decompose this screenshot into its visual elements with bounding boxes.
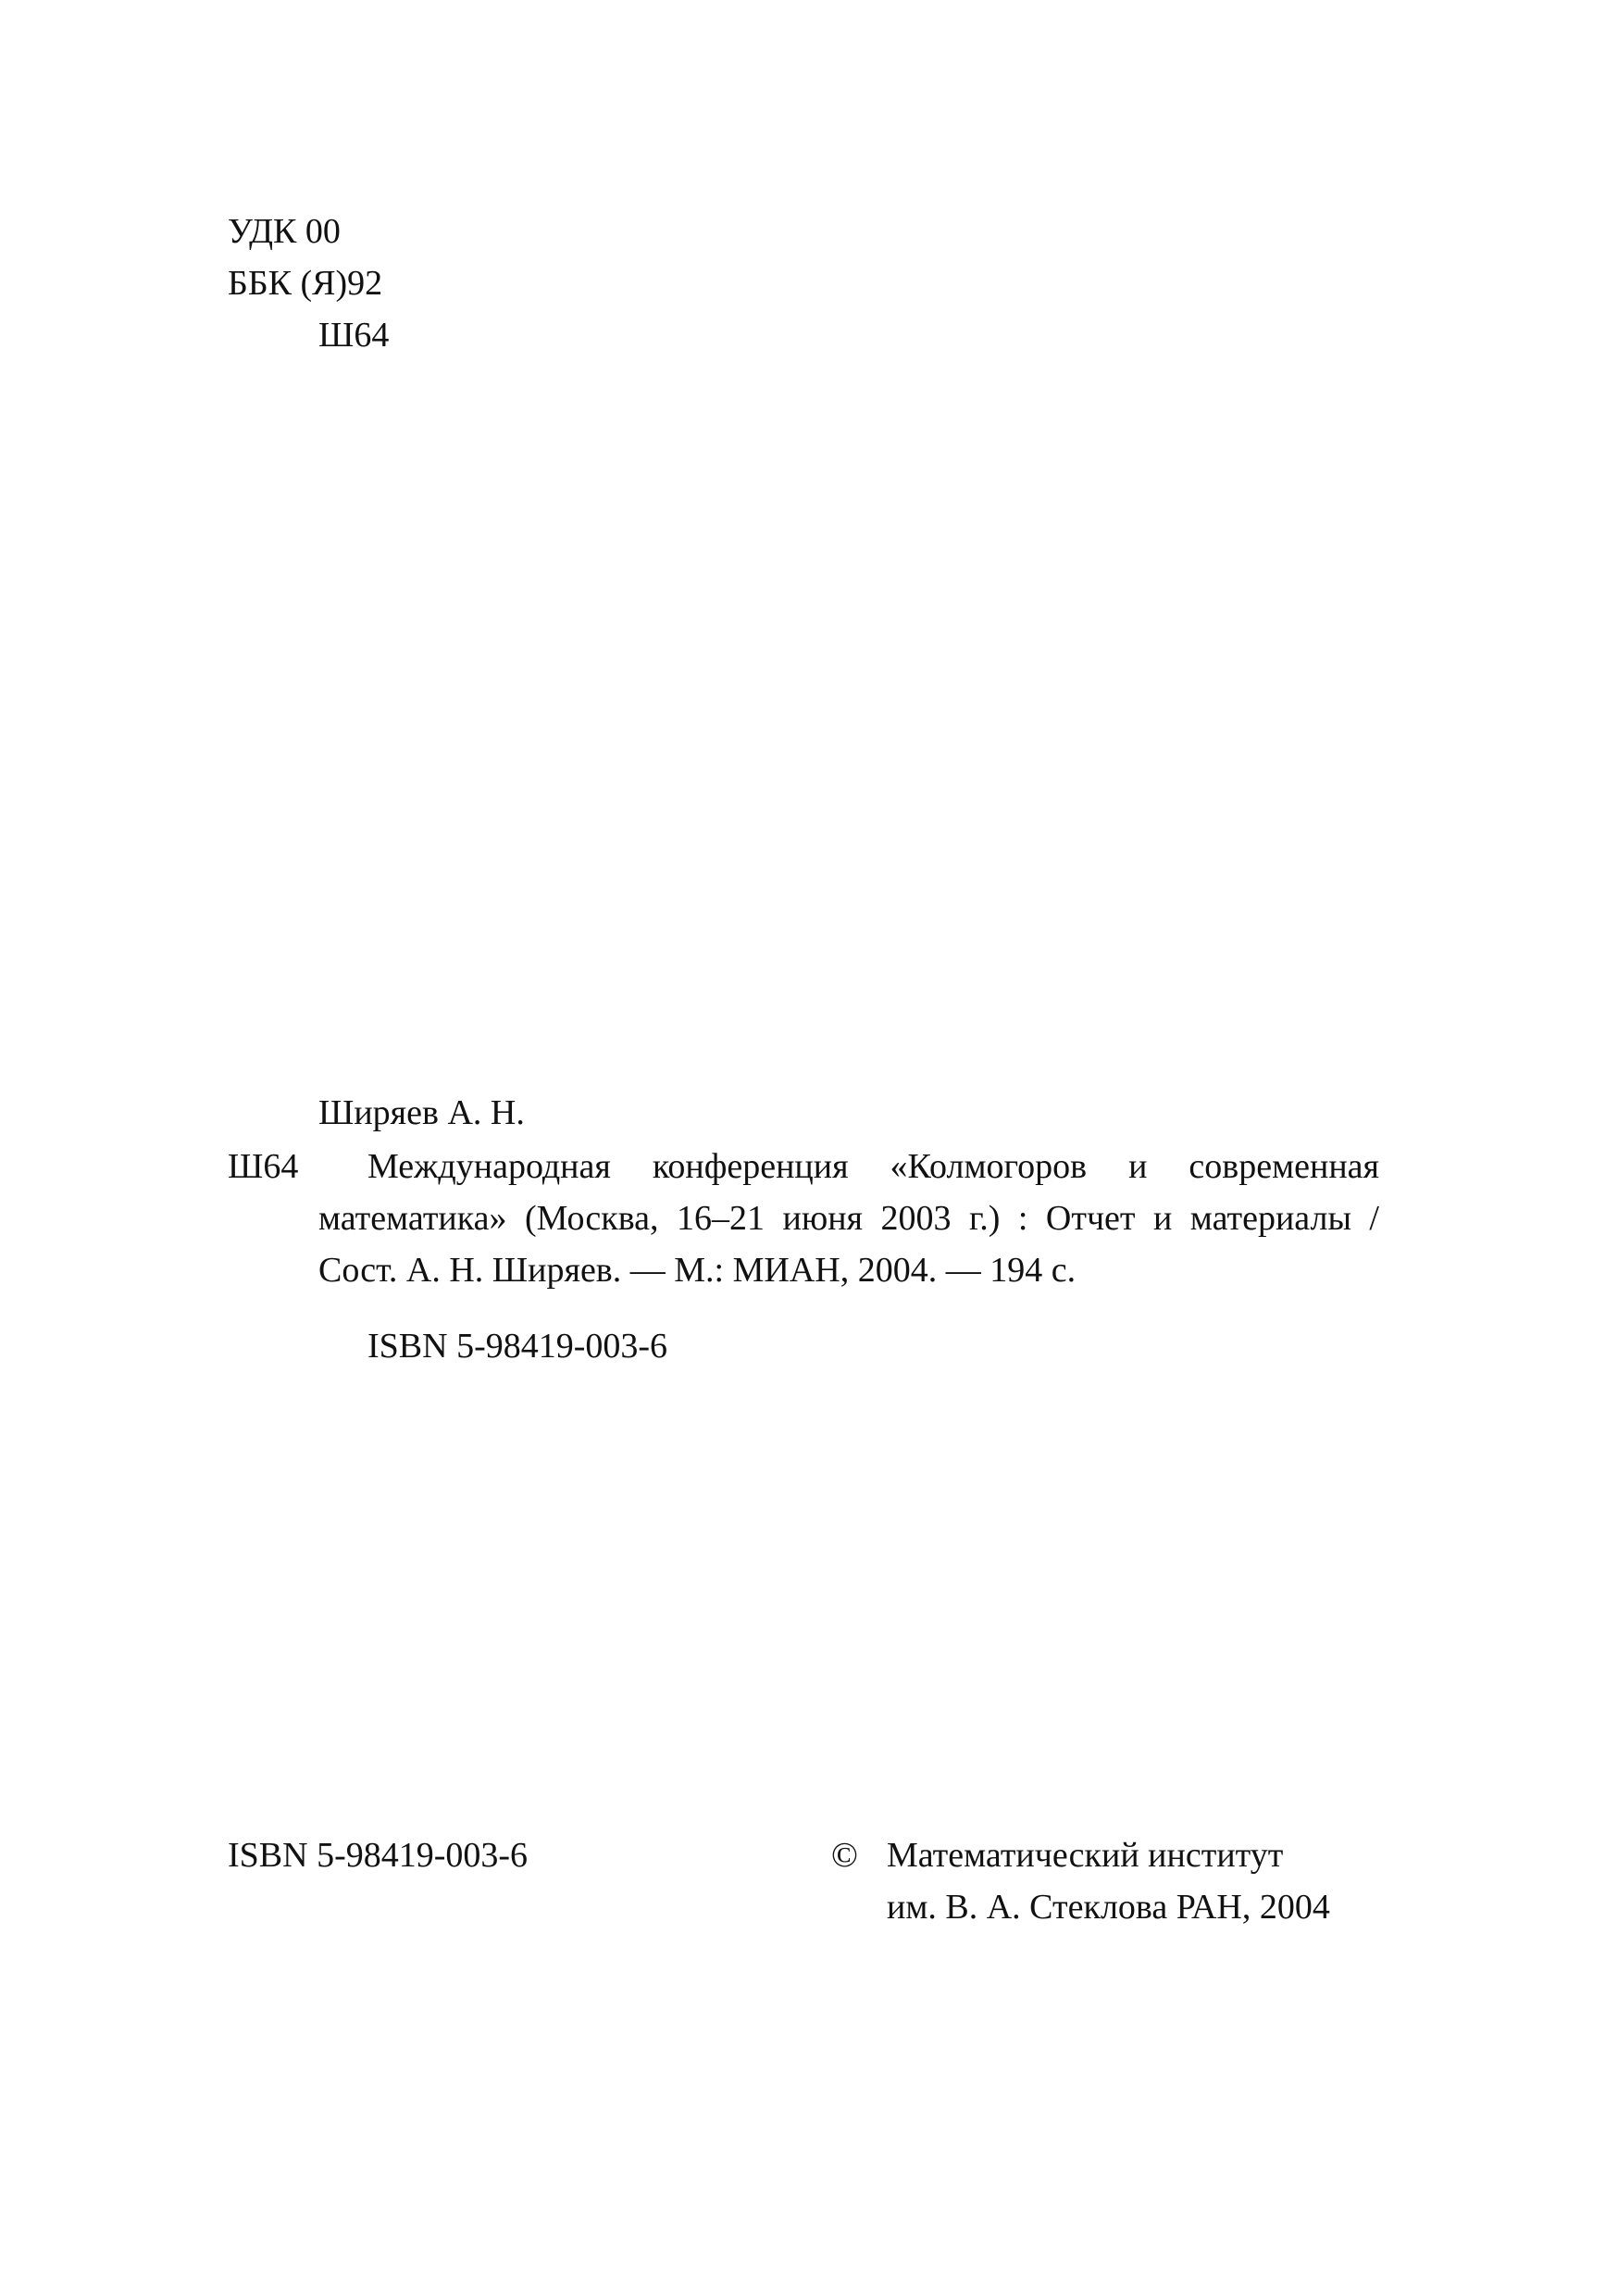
record-author: Ширяев А. Н. (318, 1093, 525, 1132)
copyright-holder-line-1: Математический институт (887, 1836, 1284, 1875)
record-description-line-3: Сост. А. Н. Ширяев. — М.: МИАН, 2004. — 194 с. (318, 1251, 1077, 1290)
udk-code: УДК 00 (228, 212, 341, 251)
record-description-line-1: Международная конференция «Колмогоров и современная (367, 1147, 1379, 1186)
copyright-holder-line-2: им. В. А. Стеклова РАН, 2004 (887, 1888, 1330, 1927)
footer-isbn: ISBN 5-98419-003-6 (228, 1836, 529, 1875)
record-isbn: ISBN 5-98419-003-6 (367, 1327, 668, 1366)
bbk-code: ББК (Я)92 (228, 264, 383, 303)
author-mark: Ш64 (318, 316, 390, 355)
record-author-mark: Ш64 (228, 1147, 299, 1186)
record-description-line-2: математика» (Москва, 16–21 июня 2003 г.) : Отчет и материалы / (318, 1199, 1379, 1238)
copyright-icon: © (831, 1836, 858, 1875)
